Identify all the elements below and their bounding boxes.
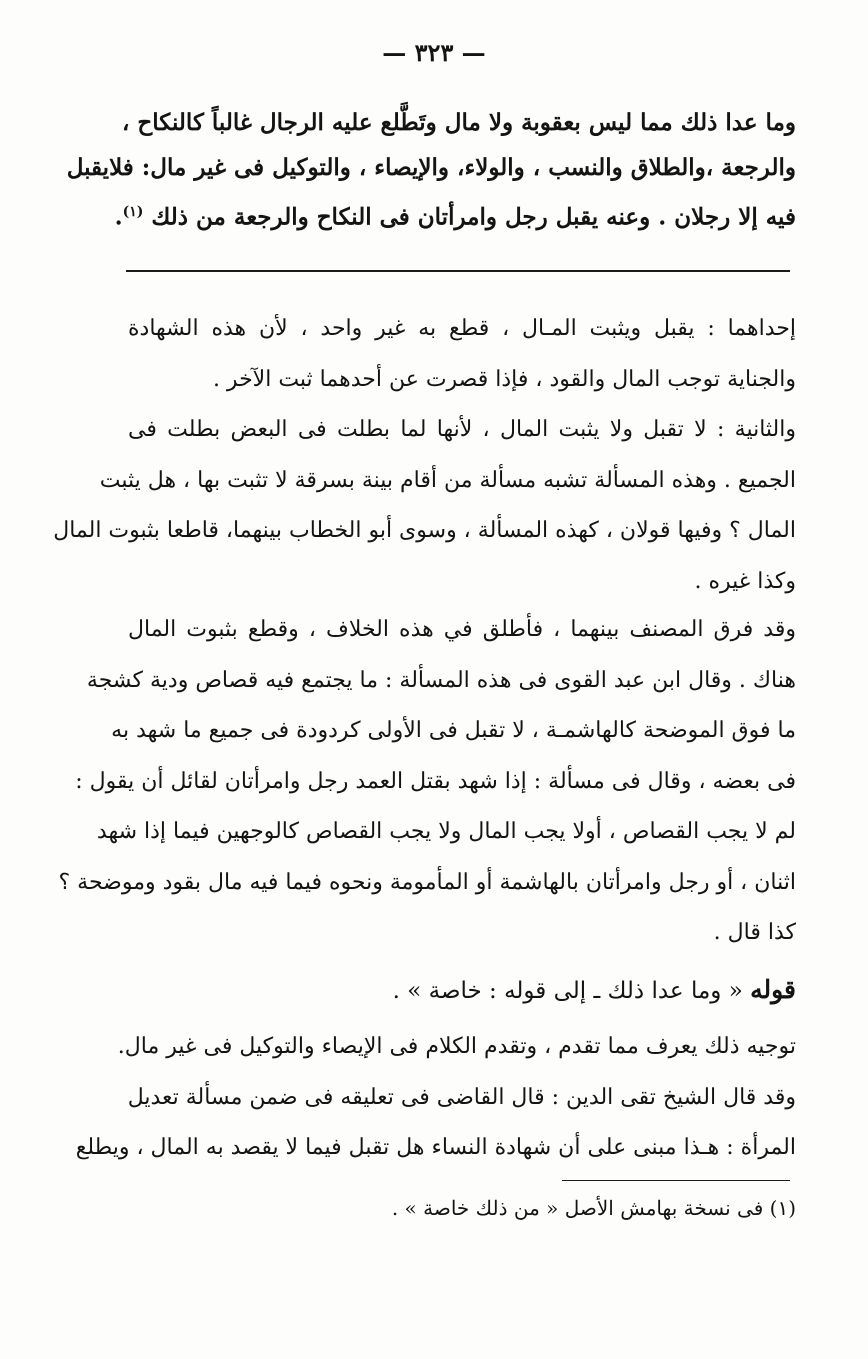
commentary-line: وقد قال الشيخ تقى الدين : قال القاضى فى تعليقه فى ضمن مسألة تعديل bbox=[127, 1084, 796, 1110]
commentary-line: هناك . وقال ابن عبد القوى فى هذه المسألة : ما يجتمع فيه قصاص ودية كشجة bbox=[86, 667, 796, 693]
commentary-line: الجميع . وهذه المسألة تشبه مسألة من أقام بينة بسرقة لا تثبت بها ، هل يثبت bbox=[99, 467, 796, 493]
heading-keyword: قوله bbox=[750, 975, 796, 1004]
footnote-text: (١) فى نسخة بهامش الأصل « من ذلك خاصة » . bbox=[391, 1196, 796, 1220]
commentary-3 bbox=[75, 1022, 796, 1174]
commentary-line: إحداهما : يقبل ويثبت المـال ، قطع به غير واحد ، لأن هذه الشهادة bbox=[128, 316, 796, 341]
main-text bbox=[66, 100, 796, 240]
commentary-1 bbox=[53, 304, 796, 607]
commentary-line: والثانية : لا تقبل ولا يثبت المال ، لأنها لما بطلت فى البعض بطلت فى bbox=[128, 417, 796, 442]
heading-line bbox=[128, 970, 796, 1011]
page-number: — ٣٢٣ — bbox=[382, 38, 486, 67]
footnote bbox=[128, 1190, 796, 1226]
commentary-line: المرأة : هـذا مبنى على أن شهادة النساء هل تقبل فيما لا يقصد به المال ، ويطلع bbox=[75, 1135, 796, 1160]
footnote-marker: (١) bbox=[122, 204, 144, 220]
commentary-line: توجيه ذلك يعرف مما تقدم ، وتقدم الكلام فى الإيصاء والتوكيل فى غير مال. bbox=[117, 1034, 796, 1059]
main-text-line: والرجعة ،والطلاق والنسب ، والولاء، والإيصاء ، والتوكيل فى غير مال: فلايقبل bbox=[66, 154, 796, 181]
commentary-line: ما فوق الموضحة كالهاشمـة ، لا تقبل فى الأولى كردودة فى جميع ما شهد به bbox=[111, 718, 796, 743]
commentary-line: والجناية توجب المال والقود ، فإذا قصرت عن أحدهما ثبت الآخر . bbox=[212, 366, 796, 392]
heading-quote: « وما عدا ذلك ـ إلى قوله : خاصة » . bbox=[392, 978, 743, 1004]
commentary-line: لم لا يجب القصاص ، أولا يجب المال ولا يجب القصاص كالوجهين فيما إذا شهد bbox=[96, 819, 796, 844]
footnote-divider bbox=[562, 1180, 790, 1181]
commentary-line: اثنان ، أو رجل وامرأتان بالهاشمة أو المأمومة ونحوه فيما فيه مال بقود وموضحة ؟ bbox=[58, 869, 796, 895]
main-text-line: وما عدا ذلك مما ليس بعقوبة ولا مال وتَطَّلع عليه الرجال غالباً كالنكاح ، bbox=[122, 109, 796, 136]
commentary-line: كذا قال . bbox=[713, 920, 796, 945]
section-heading bbox=[128, 970, 796, 1011]
main-text-line: فيه إلا رجلان . وعنه يقبل رجل وامرأتان فى النكاح والرجعة من ذلك $^{(١)}$. bbox=[114, 203, 796, 231]
commentary-line: وكذا غيره . bbox=[694, 568, 796, 594]
section-divider bbox=[126, 270, 790, 272]
commentary-line: المال ؟ وفيها قولان ، كهذه المسألة ، وسوى أبو الخطاب بينهما، قاطعا بثبوت المال bbox=[53, 518, 796, 543]
commentary-2 bbox=[58, 605, 796, 959]
commentary-line: فى بعضه ، وقال فى مسألة : إذا شهد بقتل العمد رجل وامرأتان لقائل أن يقول : bbox=[75, 768, 796, 794]
commentary-line: وقد فرق المصنف بينهما ، فأطلق في هذه الخلاف ، وقطع بثبوت المال bbox=[128, 617, 796, 642]
